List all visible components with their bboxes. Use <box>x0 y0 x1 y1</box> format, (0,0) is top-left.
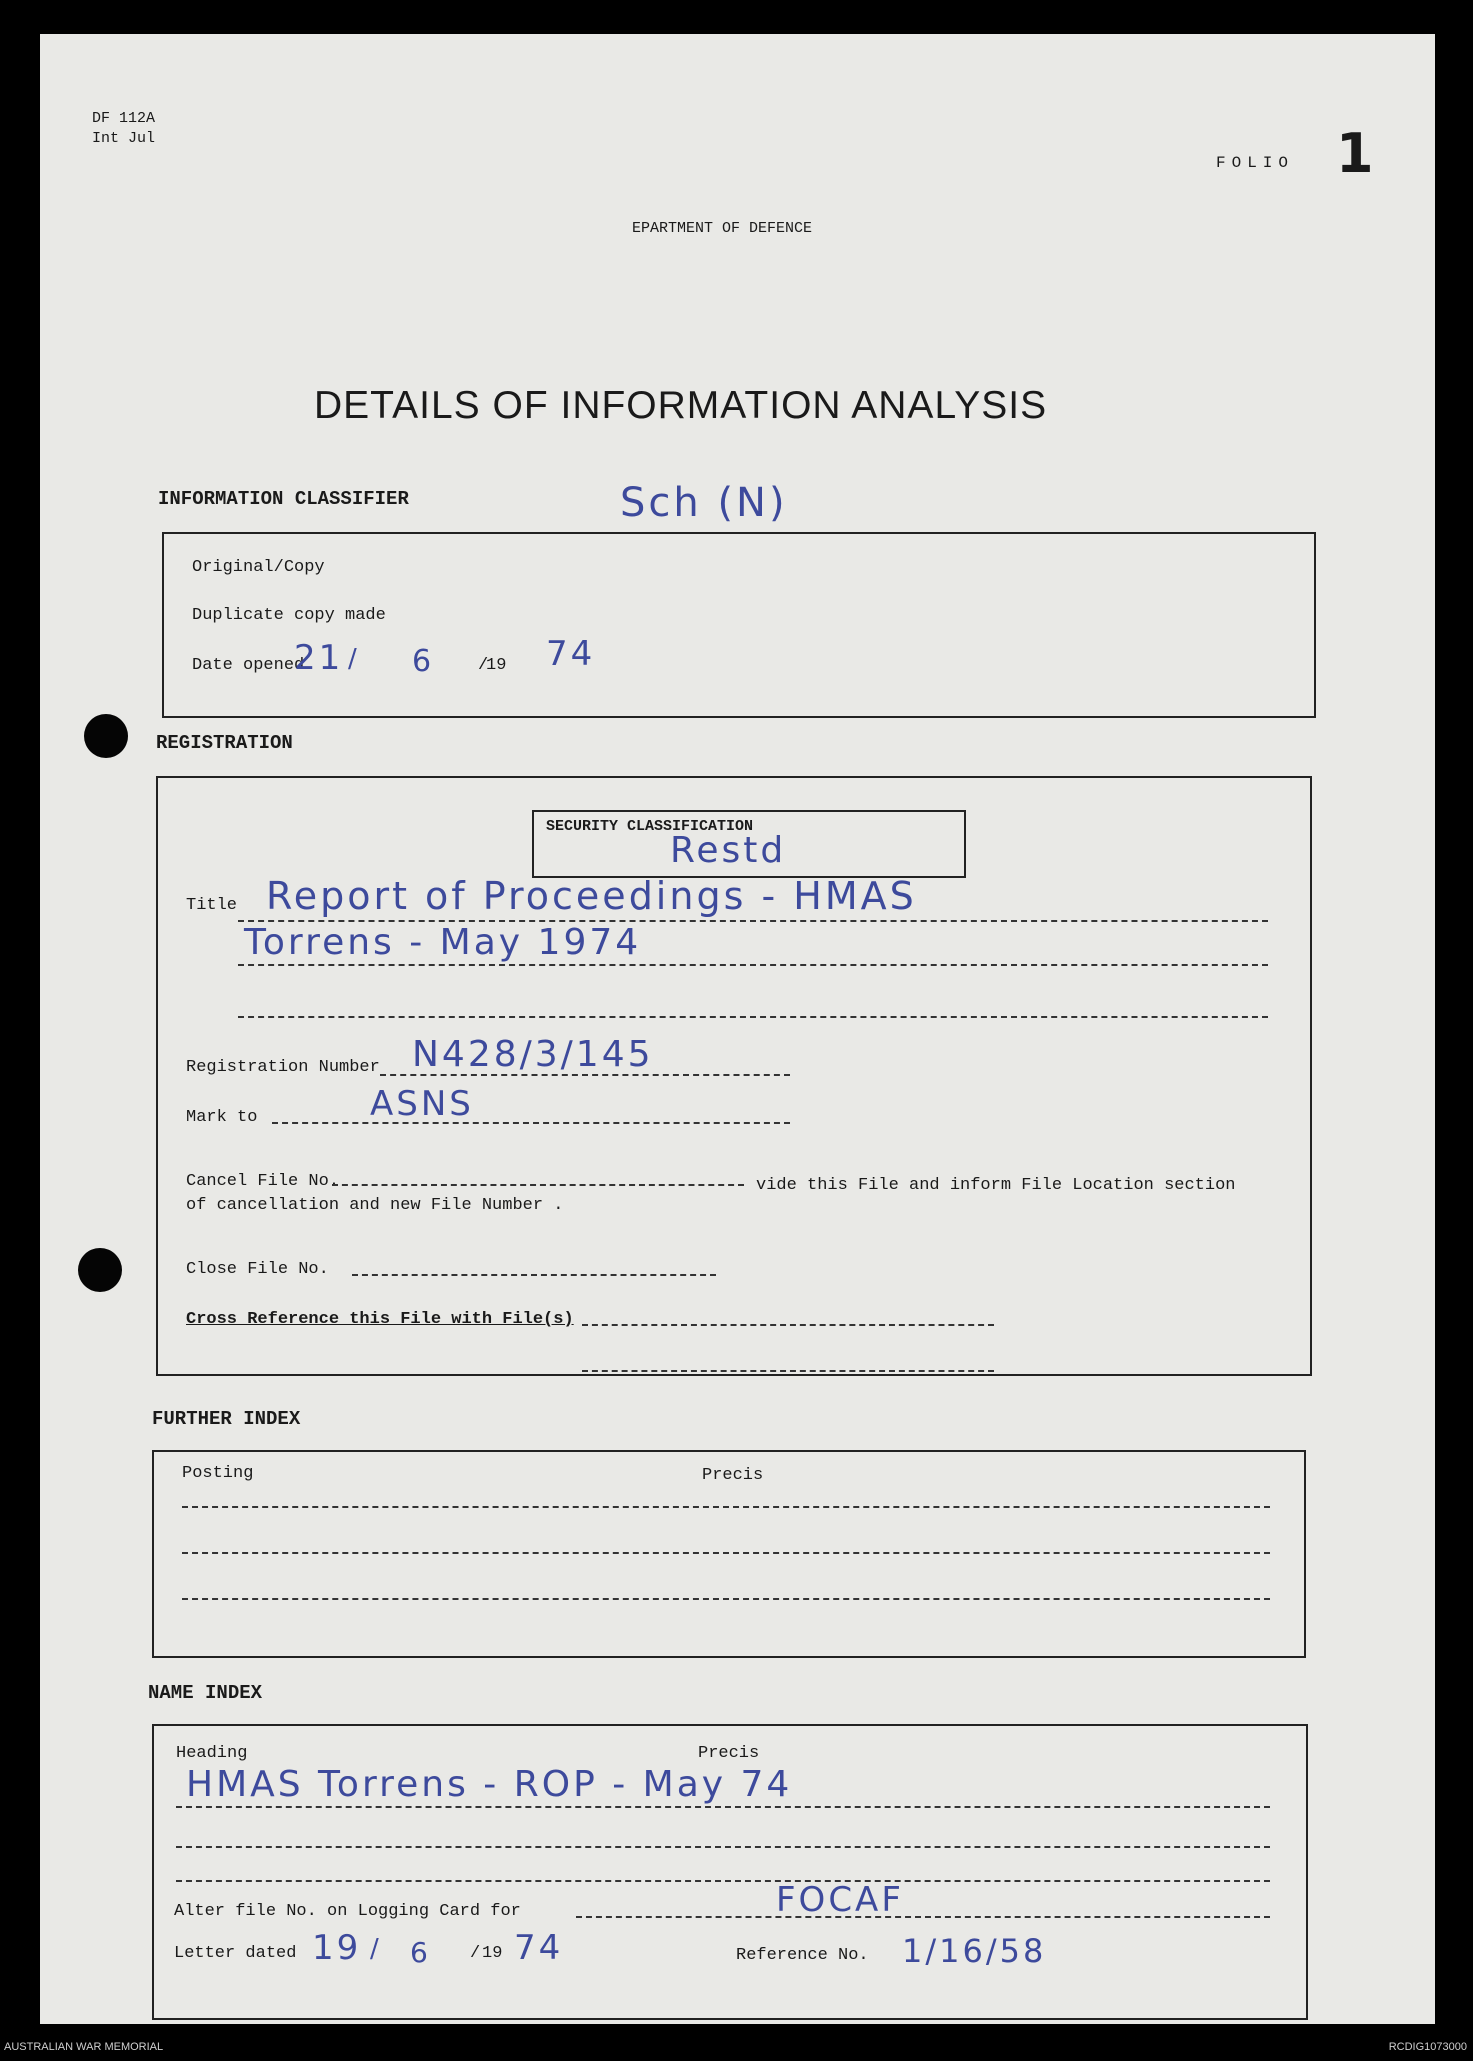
further-index-rule-1 <box>182 1506 1270 1508</box>
alter-file-label: Alter file No. on Logging Card for <box>174 1902 521 1921</box>
name-index-rule-1 <box>176 1806 1270 1808</box>
cross-reference-rule-1 <box>582 1324 994 1326</box>
punch-hole-upper <box>84 714 128 758</box>
original-copy-label: Original/Copy <box>192 558 325 577</box>
name-index-rule-2 <box>176 1846 1270 1848</box>
name-index-entry: HMAS Torrens - ROP - May 74 <box>186 1764 793 1805</box>
registration-number-rule <box>380 1074 790 1076</box>
name-precis-label: Precis <box>698 1744 760 1763</box>
mark-to-value: ASNS <box>370 1084 474 1124</box>
letter-dated-year: 74 <box>514 1928 564 1968</box>
date-opened-day: 21 <box>294 638 344 678</box>
name-heading-label: Heading <box>176 1744 248 1763</box>
cross-reference-label: Cross Reference this File with File(s) <box>186 1310 574 1329</box>
date-opened-year: 74 <box>546 634 596 674</box>
duplicate-copy-label: Duplicate copy made <box>192 606 386 625</box>
classifier-heading: INFORMATION CLASSIFIER <box>158 488 409 510</box>
form-date-code: Int Jul <box>92 130 156 147</box>
classifier-handwritten: Sch (N) <box>620 480 788 526</box>
letter-dated-day: 19 <box>312 1928 362 1968</box>
security-classification-value: Restd <box>670 830 787 871</box>
title-line-rule-2 <box>238 964 1268 966</box>
name-index-heading: NAME INDEX <box>148 1682 263 1704</box>
name-index-rule-3 <box>176 1880 1270 1882</box>
registration-number-label: Registration Number <box>186 1058 380 1077</box>
cancel-file-instruction: vide this File and inform File Location section <box>756 1176 1236 1195</box>
footer-source: AUSTRALIAN WAR MEMORIAL <box>4 2041 164 2053</box>
folio-label: FOLIO <box>1216 154 1295 172</box>
cancel-file-label: Cancel File No. <box>186 1172 340 1191</box>
letter-dated-month: 6 <box>410 1936 431 1969</box>
folio-number: 1 <box>1336 122 1374 185</box>
punch-hole-lower <box>78 1248 122 1292</box>
page-title: DETAILS OF INFORMATION ANALYSIS <box>314 384 1048 427</box>
cross-reference-rule-2 <box>582 1370 994 1372</box>
classifier-box <box>162 532 1316 718</box>
letter-dated-label: Letter dated <box>174 1944 297 1963</box>
form-code: DF 112A <box>92 110 156 127</box>
reference-number-label: Reference No. <box>736 1946 869 1965</box>
further-index-heading: FURTHER INDEX <box>152 1408 301 1430</box>
date-opened-century: 19 <box>486 656 507 675</box>
close-file-rule <box>352 1274 716 1276</box>
alter-file-value: FOCAF <box>776 1880 904 1920</box>
mark-to-label: Mark to <box>186 1108 258 1127</box>
date-opened-label: Date opened <box>192 656 305 675</box>
registration-number-value: N428/3/145 <box>412 1034 654 1075</box>
security-classification-label: SECURITY CLASSIFICATION <box>546 818 754 835</box>
title-label: Title <box>186 896 238 915</box>
title-line-2: Torrens - May 1974 <box>244 922 642 963</box>
footer-id: RCDIG1073000 <box>1388 2041 1467 2053</box>
reference-number-value: 1/16/58 <box>902 1932 1047 1970</box>
department-name: EPARTMENT OF DEFENCE <box>632 220 813 237</box>
document-page: DF 112A Int Jul FOLIO 1 EPARTMENT OF DEFENCE DETAILS OF INFORMATION ANALYSIS INFORMATION CLASSIFIER Sch (N) Original/Copy Duplicate copy made Date opened 21 / 6 19 / 74 REGISTRATION SECURITY CLASSIFICATION Restd Title Report of Proceedings - HMAS Torrens - May 1974 Registration Number N428/3/145 Mark to ASNS Cancel File No. vide this File and inform File Location section of cancellation and new File Number . Close File No. Cross Reference this File with File(s) FURTHER INDEX Posting Precis NAME INDEX Heading Precis HMAS Torrens - ROP - May 74 Alter file No. on Logging Card for FOCAF Letter dated 19 / 6 / 19 74 Reference No. 1/16/58 <box>40 34 1435 2024</box>
further-index-rule-3 <box>182 1598 1270 1600</box>
mark-to-rule <box>272 1122 790 1124</box>
close-file-label: Close File No. <box>186 1260 329 1279</box>
title-line-1: Report of Proceedings - HMAS <box>266 874 917 918</box>
registration-heading: REGISTRATION <box>156 732 293 754</box>
cancel-file-rule <box>332 1184 744 1186</box>
further-precis-label: Precis <box>702 1466 764 1485</box>
cancel-file-instruction-2: of cancellation and new File Number . <box>186 1196 564 1215</box>
letter-dated-century: 19 <box>482 1944 503 1963</box>
date-opened-month: 6 <box>412 644 435 679</box>
alter-file-rule <box>576 1916 1270 1918</box>
posting-label: Posting <box>182 1464 254 1483</box>
title-line-rule-3 <box>238 1016 1268 1018</box>
further-index-rule-2 <box>182 1552 1270 1554</box>
